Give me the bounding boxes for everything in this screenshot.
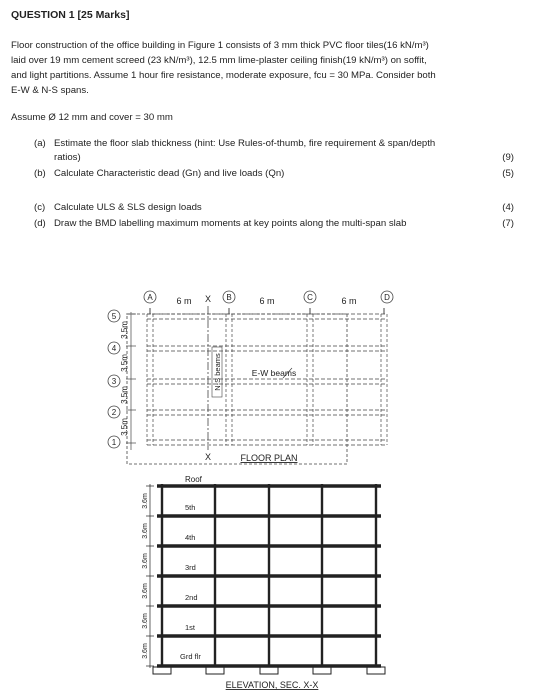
level-3rd: 3rd xyxy=(185,563,196,572)
span-ns-2: 3.5m xyxy=(120,354,129,372)
floor-plan-caption: FLOOR PLAN xyxy=(240,453,298,463)
height-dim-6: 3.6m xyxy=(142,643,149,659)
grid-letter-b: B xyxy=(226,293,232,302)
part-c-marks: (4) xyxy=(502,202,514,213)
intro-line-2: laid over 19 mm cement screed (23 kN/m³), 12.5 mm lime-plaster ceiling finish(19 kN/m³) on soffit, xyxy=(11,55,427,66)
height-dim-1: 3.6m xyxy=(142,493,149,509)
span-ew-2: 6 m xyxy=(259,296,275,306)
grid-letter-c: C xyxy=(307,293,313,302)
level-2nd: 2nd xyxy=(185,593,198,602)
elevation-caption: ELEVATION, SEC. X-X xyxy=(225,680,319,690)
span-ew-3: 6 m xyxy=(341,296,357,306)
height-dim-5: 3.6m xyxy=(142,613,149,629)
part-a-label: (a) xyxy=(34,138,46,149)
grid-number-2: 2 xyxy=(111,408,117,417)
intro-line-1: Floor construction of the office building in Figure 1 consists of 3 mm thick PVC floor tiles(16 kN/m³) xyxy=(11,40,429,51)
level-1st: 1st xyxy=(185,623,196,632)
grid-number-4: 4 xyxy=(111,344,117,353)
level-5th: 5th xyxy=(185,503,196,512)
height-dim-3: 3.6m xyxy=(142,553,149,569)
ew-beams-label: E-W beams xyxy=(251,368,297,378)
grid-letter-a: A xyxy=(147,293,153,302)
part-a-text: Estimate the floor slab thickness (hint: Use Rules-of-thumb, fire requirement & span/depth xyxy=(54,138,436,149)
intro-line-3: and light partitions. Assume 1 hour fire resistance, moderate exposure, fcu = 30 MPa. Consider both xyxy=(11,70,436,81)
part-b-text: Calculate Characteristic dead (Gn) and live loads (Qn) xyxy=(54,168,285,179)
level-4th: 4th xyxy=(185,533,196,542)
level-roof: Roof xyxy=(185,475,202,484)
span-ns-1: 3.5m xyxy=(120,321,129,339)
grid-letter-d: D xyxy=(384,293,390,302)
grid-number-5: 5 xyxy=(111,312,117,321)
span-ns-4: 3.5m xyxy=(120,418,129,436)
section-mark-top: X xyxy=(204,294,212,304)
part-d-text: Draw the BMD labelling maximum moments at key points along the multi-span slab xyxy=(54,218,407,229)
ns-beams-label: N-S beams xyxy=(213,353,222,391)
part-b-label: (b) xyxy=(34,168,46,179)
span-ns-3: 3.5m xyxy=(120,386,129,404)
intro-line-4: E-W & N-S spans. xyxy=(11,85,89,96)
grid-number-1: 1 xyxy=(111,438,117,447)
height-dim-2: 3.6m xyxy=(142,523,149,539)
section-mark-bottom: X xyxy=(204,452,212,462)
part-c-text: Calculate ULS & SLS design loads xyxy=(54,202,202,213)
question-heading: QUESTION 1 [25 Marks] xyxy=(11,9,130,21)
level-ground: Grd flr xyxy=(180,652,201,661)
span-ew-1: 6 m xyxy=(176,296,192,306)
part-a-text-2: ratios) xyxy=(54,152,81,163)
elevation-foundations xyxy=(153,667,385,674)
part-b-marks: (5) xyxy=(502,168,514,179)
part-d-marks: (7) xyxy=(502,218,514,229)
part-a-marks: (9) xyxy=(502,152,514,163)
height-dim-4: 3.6m xyxy=(142,583,149,599)
grid-number-3: 3 xyxy=(111,377,117,386)
assume-line: Assume Ø 12 mm and cover = 30 mm xyxy=(11,112,173,123)
part-c-label: (c) xyxy=(34,202,46,213)
part-d-label: (d) xyxy=(34,218,46,229)
